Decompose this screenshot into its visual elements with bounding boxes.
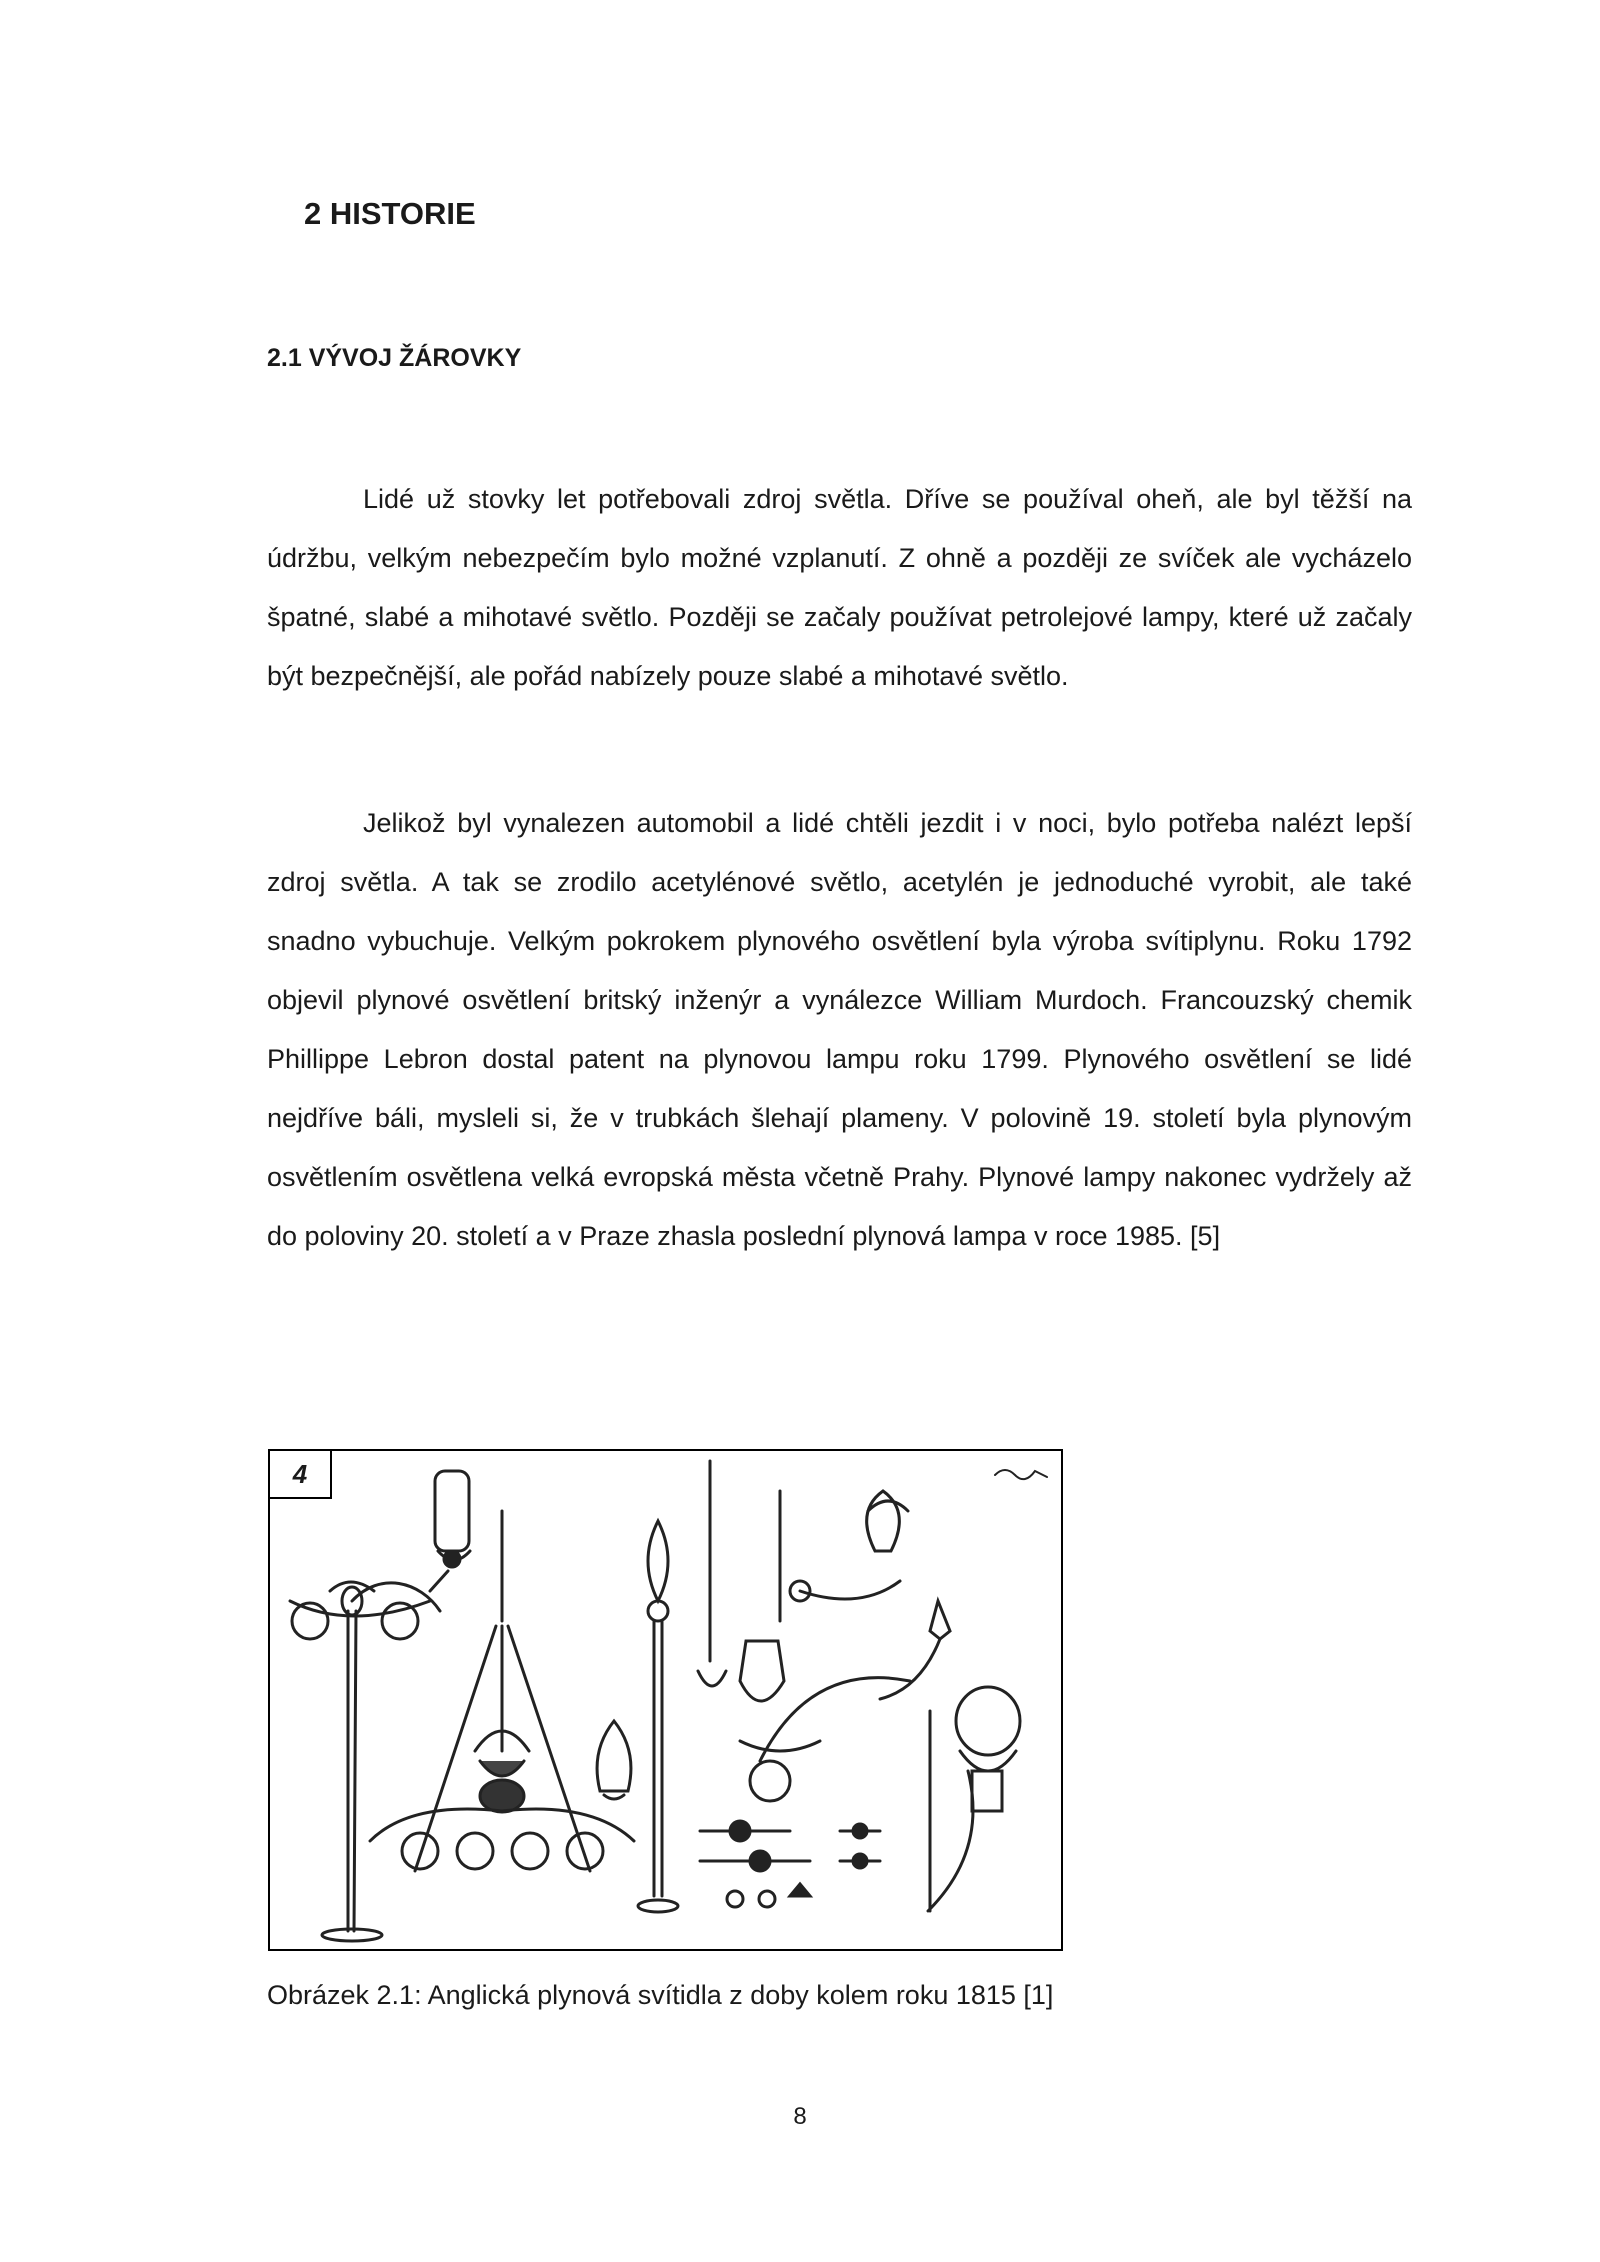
small-fittings — [700, 1821, 880, 1907]
paragraph-1: Lidé už stovky let potřebovali zdroj světla. Dříve se používal oheň, ale byl těžší na údržbu, velkým nebezpečím bylo možné vzplanutí. Z ohně a později ze svíček ale vycházelo špatné, slabé a mihotavé světlo. Později se začaly používat petrolejové lampy, které už začaly být bezpečnější, ale pořád nabízely pouze slabé a mihotavé světlo. — [267, 484, 1412, 691]
page-number: 8 — [793, 2103, 807, 2130]
paragraph-2: Jelikož byl vynalezen automobil a lidé chtěli jezdit i v noci, bylo potřeba nalézt lepší zdroj světla. A tak se zrodilo acetylénové světlo, acetylén je jednoduché vyrobit, ale také snadno vybuchuje. Velkým pokrokem plynového osvětlení byla výroba svítiplynu. Roku 1792 objevil plynové osvětlení britský inženýr a vynálezce William Murdoch. Francouzský chemik Phillippe Lebron dostal patent na plynovou lampu roku 1799. Plynového osvětlení se lidé nejdříve báli, mysleli si, že v trubkách šlehají plameny. V polovině 19. století byla plynovým osvětlením osvětlena velká evropská města včetně Prahy. Plynové lampy nakonec vydržely až do poloviny 20. století a v Praze zhasla poslední plynová lampa v roce 1985. [5] — [267, 808, 1412, 1251]
plate-signature — [995, 1470, 1047, 1479]
figure-plate-number: 4 — [270, 1451, 332, 1499]
chapter-heading: 2 HISTORIE — [304, 196, 476, 231]
wall-bracket-lamps — [740, 1491, 1020, 1911]
figure-gas-lamps-illustration — [268, 1449, 1063, 1951]
section-heading: 2.1 VÝVOJ ŽÁROVKY — [267, 344, 522, 372]
standing-lamp-left — [290, 1471, 470, 1941]
tall-pillar-lamp — [638, 1461, 726, 1912]
figure-caption: Obrázek 2.1: Anglická plynová svítidla z doby kolem roku 1815 [1] — [267, 1980, 1054, 2010]
gas-lamps-engraving — [270, 1451, 1061, 1949]
hanging-chandelier — [370, 1511, 634, 1871]
